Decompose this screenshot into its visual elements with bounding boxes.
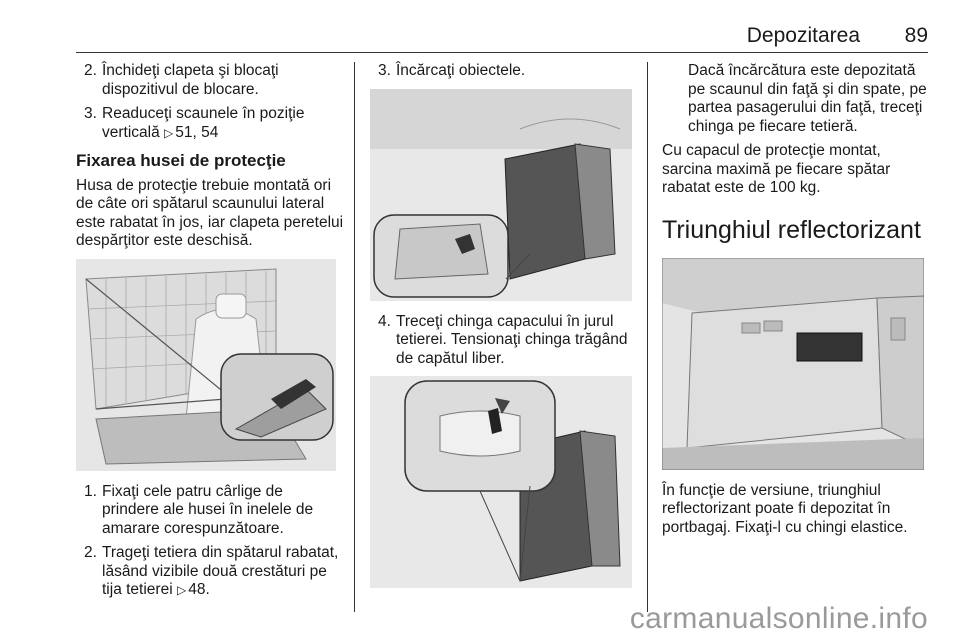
arrow-triangle-icon: ▷ <box>176 583 187 597</box>
column-3 <box>662 62 928 543</box>
protective-cover-illustration <box>76 259 344 471</box>
paragraph: Cu capacul de protecţie montat, sarcina maximă pe fiecare spătar rabatat este de 100 kg. <box>662 142 891 196</box>
warning-triangle-illustration <box>662 258 928 470</box>
arrow-triangle-icon: ▷ <box>164 125 174 140</box>
page-header <box>76 24 928 50</box>
page-reference[interactable]: 51, 54 <box>175 123 219 141</box>
section-title: Depozitarea <box>746 24 860 47</box>
paragraph: În funcţie de versiune, triunghiul reflectorizant poate fi depozitat în portbagaj. Fixaţi-l cu chingi elastice. <box>662 481 908 536</box>
page-reference[interactable]: 48. <box>188 581 210 598</box>
column-divider-2 <box>647 62 648 612</box>
header-rule <box>76 52 928 53</box>
list-item: 4. Treceţi chinga capacului în jurul tetierei. Tensionaţi chinga trăgând de capătul liber. <box>378 312 628 367</box>
column-2 <box>370 62 632 600</box>
continued-paragraph: Dacă încărcătura este depozitată pe scaunul din faţă şi din spate, pe partea pasagerului din faţă, treceţi chinga pe fiecare tetieră. <box>688 62 927 135</box>
section-heading: Triunghiul reflectorizant <box>662 215 921 244</box>
page-number: 89 <box>904 24 928 47</box>
watermark: carmanualsonline.info <box>629 602 928 635</box>
list-item: 2. Închideţi clapeta şi blocaţi dispozitivul de blocare. <box>84 62 279 98</box>
list-item: 2. Trageţi tetiera din spătarul rabatat, lăsând vizibile două crestături pe tija tetierei ▷ 48. <box>84 544 339 598</box>
paragraph: Husa de protecţie trebuie montată ori de câte ori spătarul scaunului lateral este rabatat în jos, iar clapeta peretelui despărţitor este deschisă. <box>76 176 344 249</box>
list-item: 1. Fixaţi cele patru cârlige de prindere ale husei în inelele de amarare corespunzătoare. <box>84 482 314 537</box>
column-divider-1 <box>354 62 355 612</box>
strap-headrest-illustration <box>370 376 632 588</box>
list-item: 3. Readuceţi scaunele în poziţie verticală ▷ 51, 54 <box>84 105 305 141</box>
list-item: 3. Încărcaţi obiectele. <box>378 62 526 79</box>
section-heading: Fixarea husei de protecţie <box>76 151 286 170</box>
load-objects-illustration <box>370 89 632 301</box>
column-1 <box>76 62 344 606</box>
